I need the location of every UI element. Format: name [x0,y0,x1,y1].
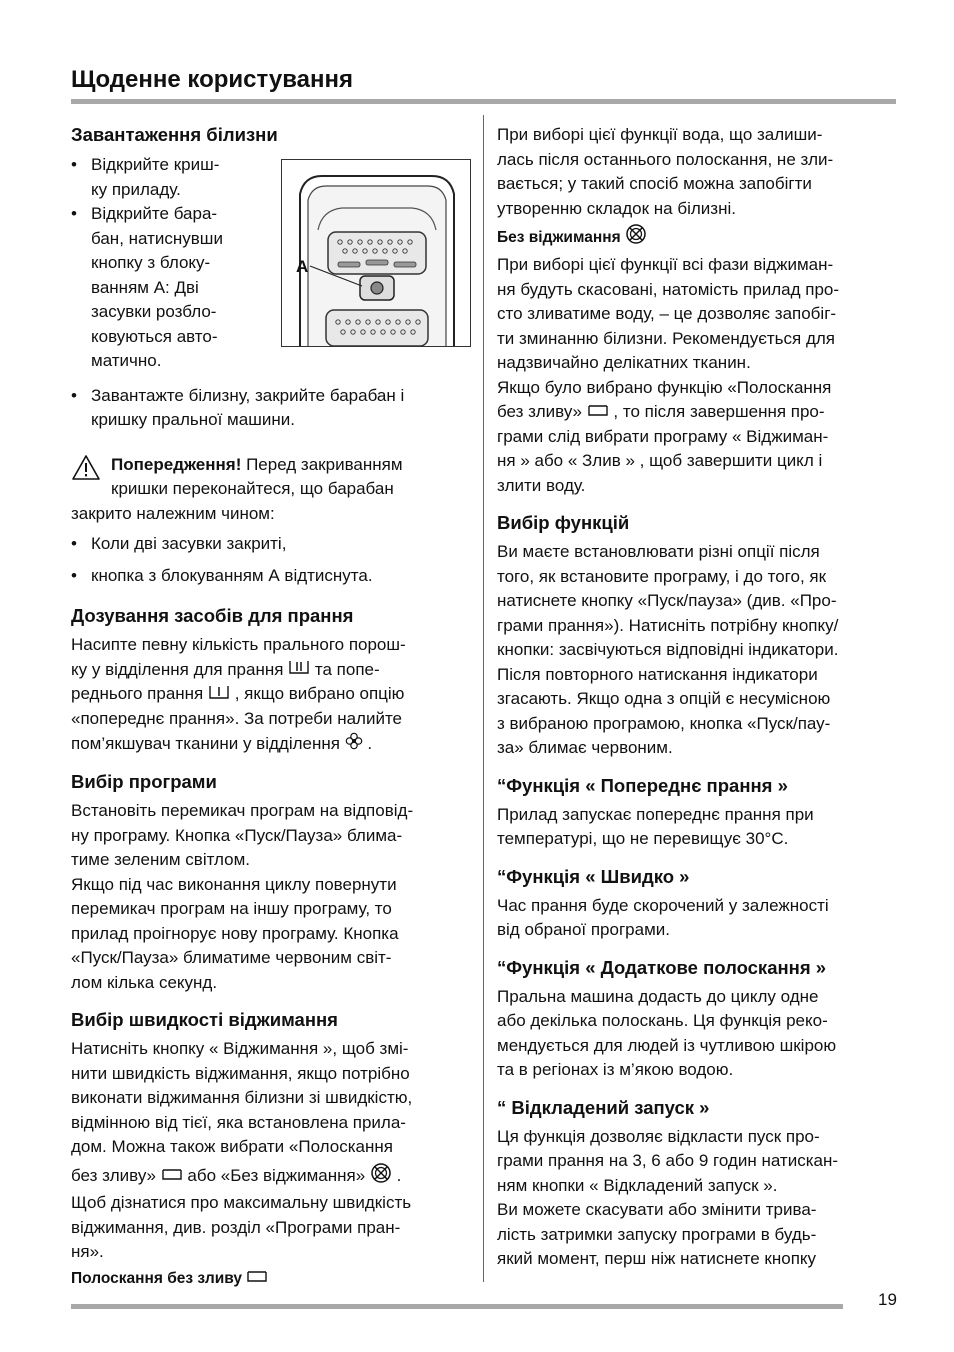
delay-start-text: Ця функція дозволяє відкласти пуск про- грами прання на 3, 6 або 9 годин натискан- ням кнопки « Відкладений запуск ». Ви можете скасувати або змінити трива- лість затримки запуску програми в будь- який момент, перш ніж натиснете кнопку [497,1126,839,1269]
list-item: • кнопка з блокуванням А відтиснута. [71,564,467,589]
drum-illustration [281,159,471,347]
no-spin-icon [370,1162,392,1192]
figure-label-a: A [296,257,309,276]
rinse-hold-text: При виборі цієї функції вода, що залиши- лась після останнього полоскання, не зли- вається; у такий спосіб можна запобігти утворенню складок на білизні. [497,125,834,218]
main-wash-compartment-icon [288,658,310,683]
quick-text: Час прання буде скорочений у залежності від обраної програми. [497,895,829,940]
page-number: 19 [878,1290,897,1309]
footer-rule [71,1304,843,1309]
rinse-hold-icon [246,1267,268,1291]
warning-icon [71,454,101,489]
no-spin-subheading: Без віджимання [497,223,897,253]
rinse-hold-subheading: Полоскання без зливу [71,1267,467,1291]
dosing-text: Насипте певну кількість прального порош- ку у відділення для прання та попе- реднього прання , якщо вибрано опцію «попереднє прання». За потреби налийте пом’якшувач тканини у відділення . [71,633,467,757]
list-item: • Завантажте білизну, закрийте барабан і кришку пральної машини. [71,384,467,433]
list-item: • Відкрийте бара- бан, натиснувши кнопку з блоку- ванням А: Дві засувки розбло- ковуються авто- матично. [71,202,467,374]
list-item: • Коли дві засувки закриті, [71,532,467,557]
prewash-heading: “Функція « Попереднє прання » [497,774,788,796]
spin-text: Натисніть кнопку « Віджимання », щоб змі- нити швидкість віджимання, якщо потрібно виконати віджимання білизни зі швидкістю, відмінною від тієї, яка встановлена прила- дом. Можна також вибрати «Полоскання без зливу» або «Без віджимання» . Щоб дізнатися про максимальну швидкість віджимання, див. розділ «Програми пран- ня». [71,1039,413,1262]
rinse-hold-icon [161,1164,183,1189]
left-column [71,123,467,1291]
warning-text: закрито належним чином: [71,503,275,523]
prewash-compartment-icon [208,683,230,708]
warning-title: Попередження! [111,454,242,474]
page-title: Щоденне користування [71,66,353,93]
washer-drum-image [282,160,470,346]
column-divider [483,115,484,1282]
rinse-hold-icon [587,400,609,425]
softener-flower-icon [345,732,363,758]
no-spin-text: При виборі цієї функції всі фази віджиман- ня будуть скасовані, натомість прилад про- сто зливатиме воду, – це дозволяє запобіг- ти зминанню білизни. Рекомендується для надзвичайно делікатних тканин. Якщо було вибрано функцію «Полоскання без зливу» , то після завершення про- грами слід вибрати програму « Віджиман- ня » або « Злив » , щоб завершити цикл і злити воду. [497,255,840,495]
loading-heading: Завантаження білизни [71,124,278,145]
list-item: • Відкрийте криш- ку приладу. [71,153,467,202]
quick-heading: “Функція « Швидко » [497,865,690,887]
right-column [497,123,897,1272]
program-heading: Вибір програми [71,771,217,793]
extra-rinse-heading: “Функція « Додаткове полоскання » [497,956,827,978]
warning-block: Попередження! Перед закриванням кришки переконайтеся, що барабан [71,453,467,502]
functions-heading: Вибір функцій [497,512,630,534]
dosing-heading: Дозування засобів для прання [71,605,354,626]
closed-conditions [71,532,467,588]
no-spin-icon [625,223,647,253]
title-rule [71,99,896,104]
spin-heading: Вибір швидкості віджимання [71,1009,338,1031]
functions-text: Ви маєте встановлювати різні опції після того, як встановите програму, і до того, як натиснете кнопку «Пуск/пауза» (див. «Про- грами прання»). Натисніть потрібну кнопку/ кнопки: засвічуються відповідні індикатори. Після повторного натискання індикатори згасають. Якщо одна з опцій є несумісною з вибраною програмою, кнопка «Пуск/пау- за» блимає червоним. [497,542,839,758]
extra-rinse-text: Пральна машина додасть до циклу одне або декілька полоскань. Ця функція реко- мендується для людей із чутливою шкірою та в регіонах із м’якою водою. [497,986,837,1080]
program-text: Встановіть перемикач програм на відповід- ну програму. Кнопка «Пуск/Пауза» блима- тиме зеленим світлом. Якщо під час виконання циклу повернути перемикач програм на іншу програму, то прилад проігнорує нову програму. Кнопка «Пуск/Пауза» блиматиме червоним світ- лом кілька секунд. [71,801,414,992]
prewash-text: Прилад запускає попереднє прання при температурі, що не перевищує 30°C. [497,804,814,849]
delay-start-heading: “ Відкладений запуск » [497,1096,710,1118]
